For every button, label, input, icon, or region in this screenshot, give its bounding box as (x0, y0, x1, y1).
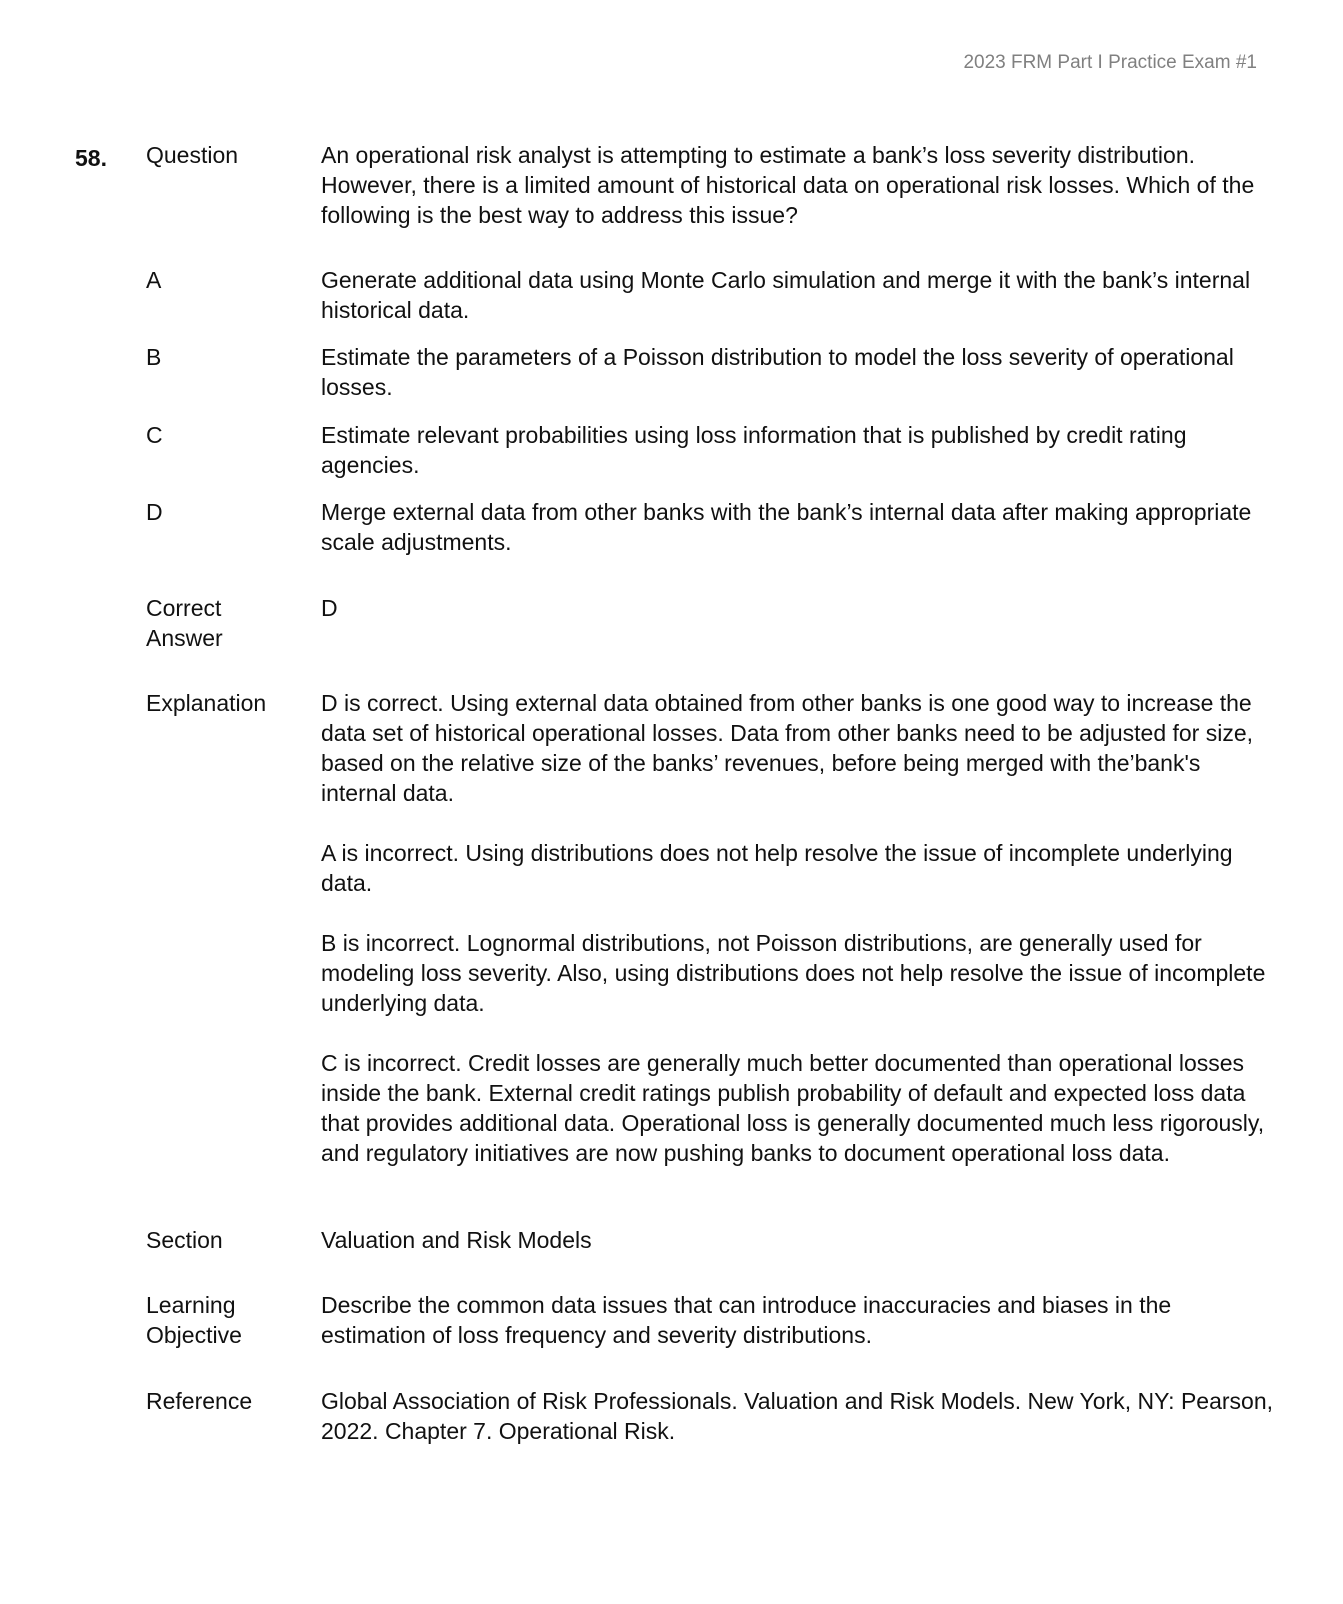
reference-value: Global Association of Risk Professionals. Valuation and Risk Models. New York, NY: Pearson, 2022. Chapter 7. Operational Risk. (321, 1388, 1273, 1444)
option-d-letter: D (146, 499, 163, 525)
question-number: 58. (75, 145, 107, 171)
question-text: An operational risk analyst is attempting to estimate a bank’s loss severity distribution. However, there is a limited amount of historical data on operational risk losses. Which of the following is the best way to address this issue? (321, 142, 1255, 228)
option-a-text: Generate additional data using Monte Carlo simulation and merge it with the bank’s internal historical data. (321, 267, 1251, 323)
explanation-body (321, 688, 1281, 1198)
explanation-label: Explanation (146, 690, 267, 716)
option-b-text: Estimate the parameters of a Poisson distribution to model the loss severity of operational losses. (321, 344, 1234, 400)
learning-objective-label: Learning Objective (146, 1292, 242, 1348)
explanation-paragraph-b: B is incorrect. Lognormal distributions, not Poisson distributions, are generally used for modeling loss severity. Also, using distributions does not help resolve the issue of incomplete underlying data. (321, 930, 1266, 1016)
page-header-title: 2023 FRM Part I Practice Exam #1 (963, 52, 1257, 73)
explanation-paragraph-c: C is incorrect. Credit losses are generally much better documented than operational losses inside the bank. External credit ratings publish probability of default and expected loss data that provides additional data. Operational loss is generally documented much less rigorously, and regulatory initiatives are now pushing banks to document operational loss data. (321, 1050, 1265, 1166)
option-d-text: Merge external data from other banks with the bank’s internal data after making appropriate scale adjustments. (321, 499, 1252, 555)
correct-answer-value: D (321, 595, 338, 621)
section-value: Valuation and Risk Models (321, 1227, 592, 1253)
option-a-letter: A (146, 267, 162, 293)
learning-objective-value: Describe the common data issues that can introduce inaccuracies and biases in the estimation of loss frequency and severity distributions. (321, 1292, 1172, 1348)
question-label: Question (146, 142, 239, 168)
option-c-letter: C (146, 422, 163, 448)
explanation-paragraph-d: D is correct. Using external data obtained from other banks is one good way to increase the data set of historical operational losses. Data from other banks need to be adjusted for size, based on the relative size of the banks’ revenues, before being merged with the’bank's internal data. (321, 690, 1254, 806)
correct-answer-label: Correct Answer (146, 595, 223, 651)
explanation-paragraph-a: A is incorrect. Using distributions does not help resolve the issue of incomplete underlying data. (321, 840, 1233, 896)
reference-label: Reference (146, 1388, 253, 1414)
option-b-letter: B (146, 344, 162, 370)
section-label: Section (146, 1227, 223, 1253)
option-c-text: Estimate relevant probabilities using loss information that is published by credit rating agencies. (321, 422, 1187, 478)
